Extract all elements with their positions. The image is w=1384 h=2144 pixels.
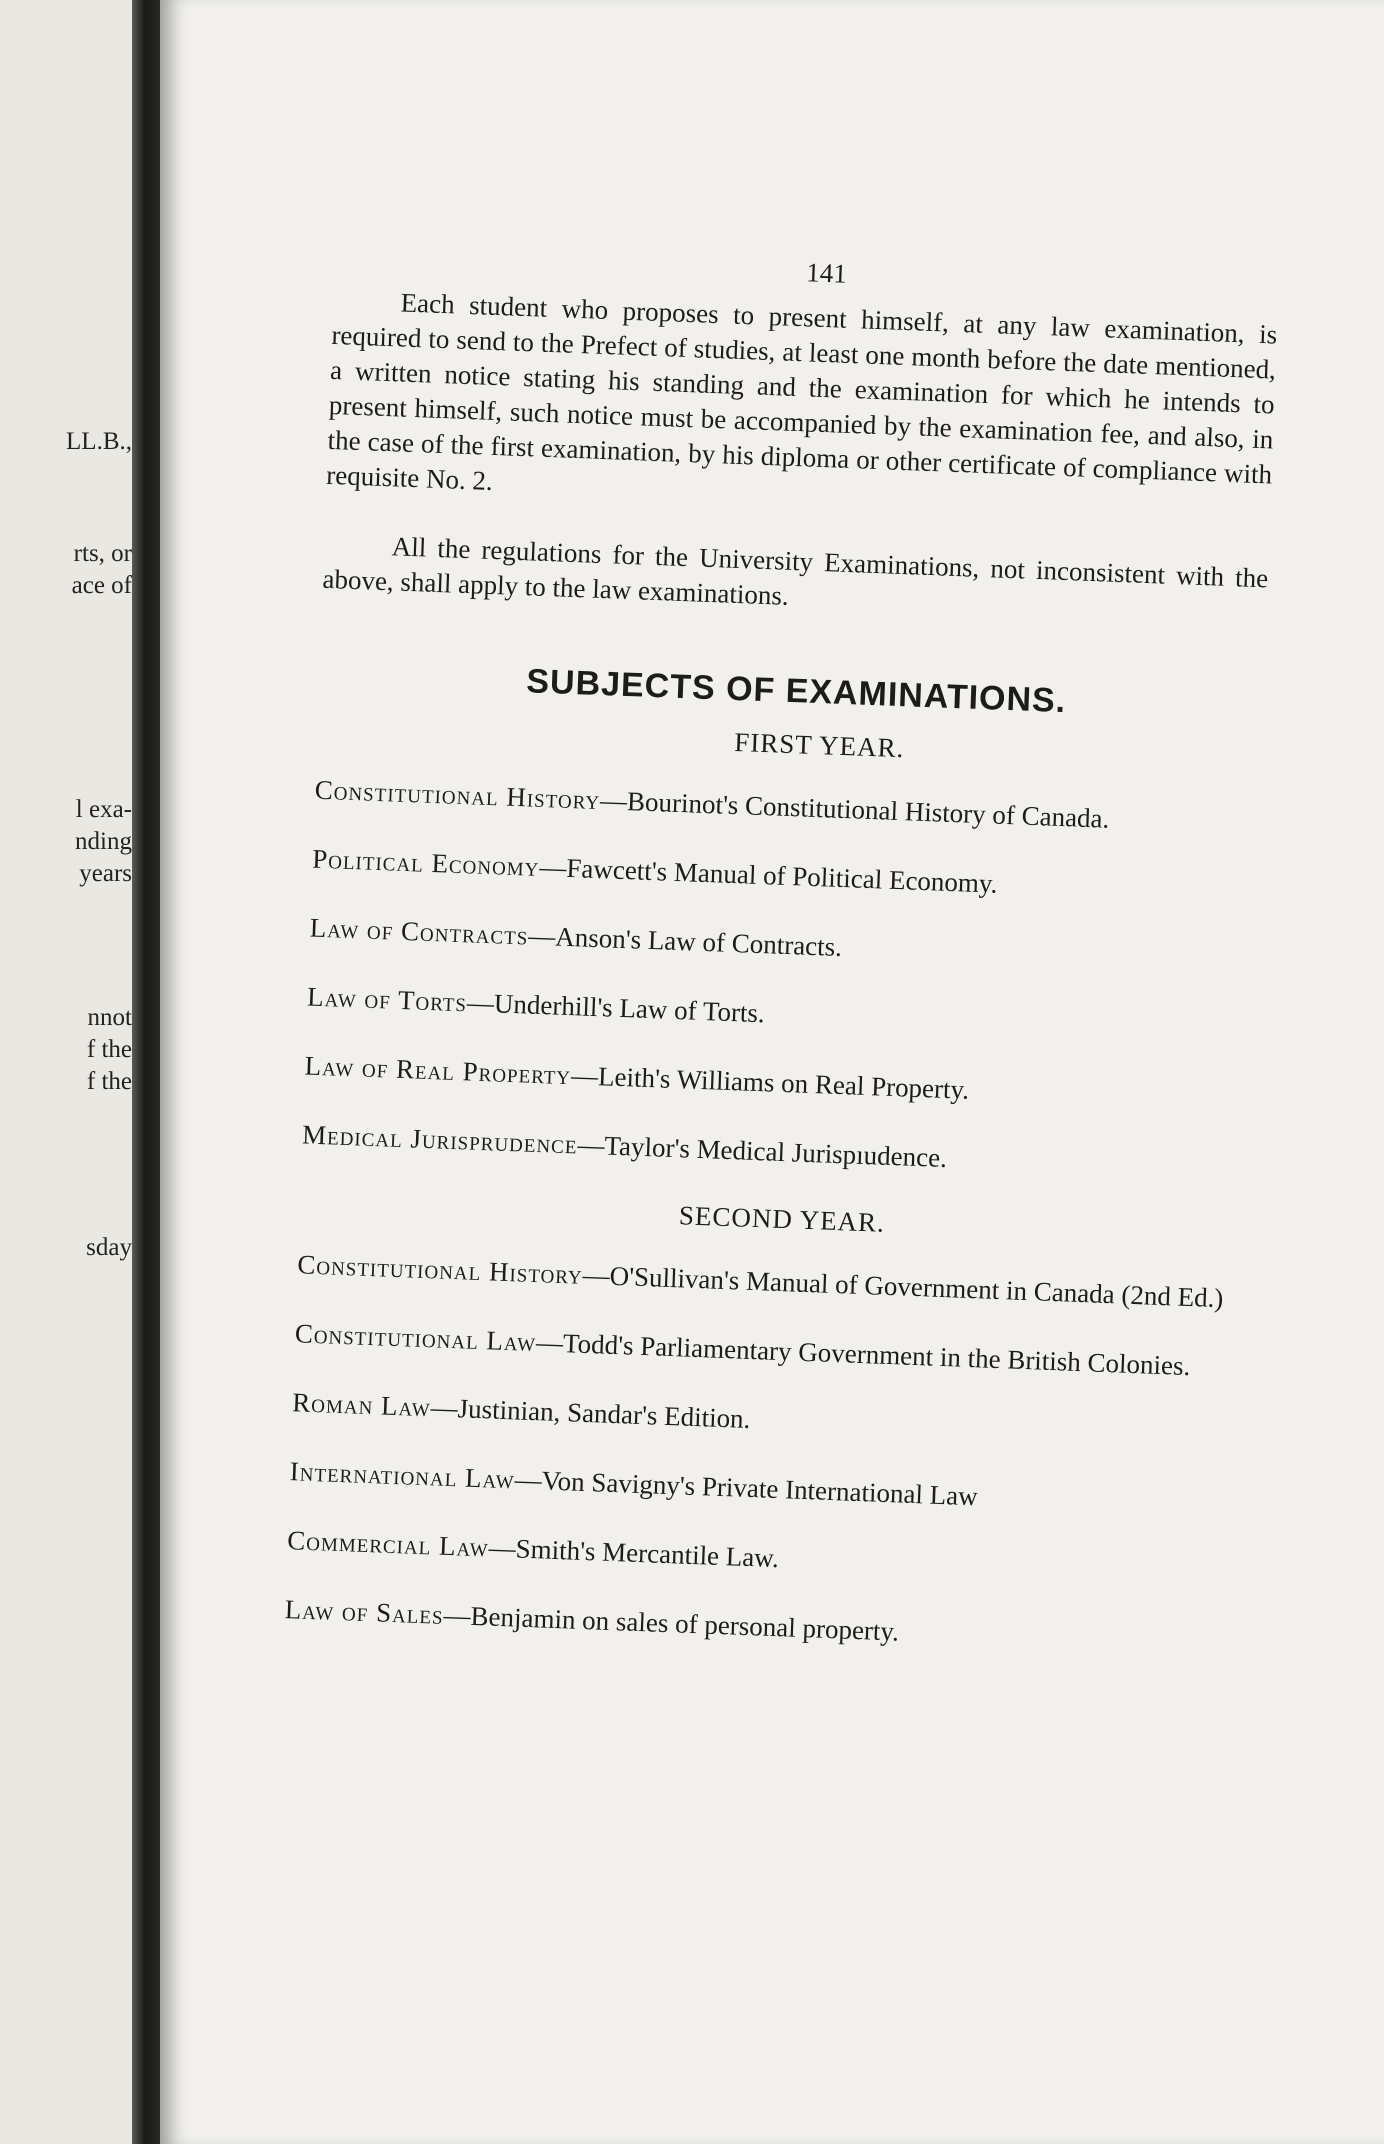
textbook: O'Sullivan's Manual of Government in Canada (2nd Ed.) [609, 1260, 1224, 1314]
subject-name: Law of Real Property [304, 1050, 572, 1091]
dash: — [514, 1464, 543, 1496]
subject-name: Medical Jurisprudence [301, 1119, 579, 1160]
facing-line: f the [86, 1036, 132, 1063]
textbook: Smith's Mercantile Law. [515, 1533, 780, 1574]
subject-name: International Law [289, 1456, 516, 1495]
subject-name: Political Economy [311, 843, 541, 882]
textbook: Anson's Law of Contracts. [554, 921, 843, 963]
subject-name: Roman Law [291, 1387, 432, 1423]
subject-entry [312, 842, 1258, 912]
facing-line: LL.B., [66, 428, 132, 455]
facing-line: ace of [71, 572, 132, 599]
dash: — [599, 785, 628, 817]
facing-line: nding [75, 828, 132, 855]
subject-entry [297, 1247, 1243, 1317]
dash: — [582, 1259, 611, 1291]
textbook: Justinian, Sandar's Edition. [457, 1393, 751, 1435]
subject-entry [287, 1523, 1233, 1593]
regulation-paragraph: All the regulations for the University Examinations, not inconsistent with the above, shall apply to the law examinations. [322, 531, 1269, 611]
dash: — [466, 987, 495, 1019]
subject-name: Law of Sales [284, 1594, 445, 1630]
page-number: 141 [805, 257, 848, 289]
dash: — [430, 1392, 459, 1424]
dash: — [576, 1129, 606, 1161]
subject-entry [307, 980, 1253, 1050]
subject-name: Constitutional Law [294, 1318, 537, 1358]
subject-entry [284, 1592, 1230, 1662]
subject-entry [314, 773, 1260, 843]
second-year-subjects [284, 1247, 1242, 1661]
subject-name: Law of Contracts [309, 912, 529, 951]
subject-name: Constitutional History [314, 774, 601, 816]
facing-line: sday [86, 1234, 132, 1261]
textbook: Underhill's Law of Torts. [493, 988, 766, 1029]
textbook: Todd's Parliamentary Government in the British Colonies. [562, 1328, 1191, 1382]
subject-entry [309, 911, 1255, 981]
subject-entry [302, 1117, 1248, 1187]
dash: — [570, 1060, 599, 1092]
dash: — [535, 1327, 564, 1359]
facing-page-fragment [0, 0, 140, 2144]
regulation-paragraph: Each student who proposes to present himself, at any law examination, is required to send to the Prefect of studies, at least one month before the date mentioned, a written notice stating his standing and the examination for which he intends to present himself, such notice must be accompanied by the examination fee, and also, in the case of the first examination, by his diploma or other certificate of compliance with requisite No. 2. [325, 287, 1278, 496]
document-page [160, 0, 1384, 2144]
textbook: Taylor's Medical Jurispıudence. [603, 1130, 948, 1174]
facing-line: f the [86, 1068, 132, 1095]
textbook: Leith's Williams on Real Property. [597, 1061, 970, 1105]
subject-entry [304, 1048, 1250, 1118]
page-content [283, 240, 1279, 1696]
facing-line: rts, or [73, 540, 132, 567]
facing-line: nnot [87, 1004, 132, 1031]
dash: — [443, 1599, 472, 1631]
dash: — [538, 851, 568, 883]
dash: — [527, 920, 556, 952]
subject-entry [292, 1385, 1238, 1455]
subject-entry [289, 1454, 1235, 1524]
subject-name: Constitutional History [296, 1249, 584, 1290]
facing-line: l exa- [75, 796, 132, 823]
dash: — [488, 1532, 517, 1564]
first-year-subjects [302, 773, 1260, 1187]
subject-name: Law of Torts [306, 981, 468, 1018]
textbook: Bourinot's Constitutional History of Canada. [626, 786, 1110, 834]
facing-line: years [79, 860, 132, 887]
second-year-title: SECOND YEAR. [678, 1200, 886, 1238]
section-heading: SUBJECTS OF EXAMINATIONS. [525, 662, 1067, 721]
textbook: Fawcett's Manual of Political Economy. [565, 852, 999, 899]
textbook: Benjamin on sales of personal property. [470, 1600, 900, 1647]
subject-entry [294, 1316, 1240, 1386]
first-year-title: FIRST YEAR. [733, 726, 905, 764]
textbook: Von Savigny's Private International Law [541, 1465, 979, 1512]
subject-name: Commercial Law [286, 1525, 490, 1563]
